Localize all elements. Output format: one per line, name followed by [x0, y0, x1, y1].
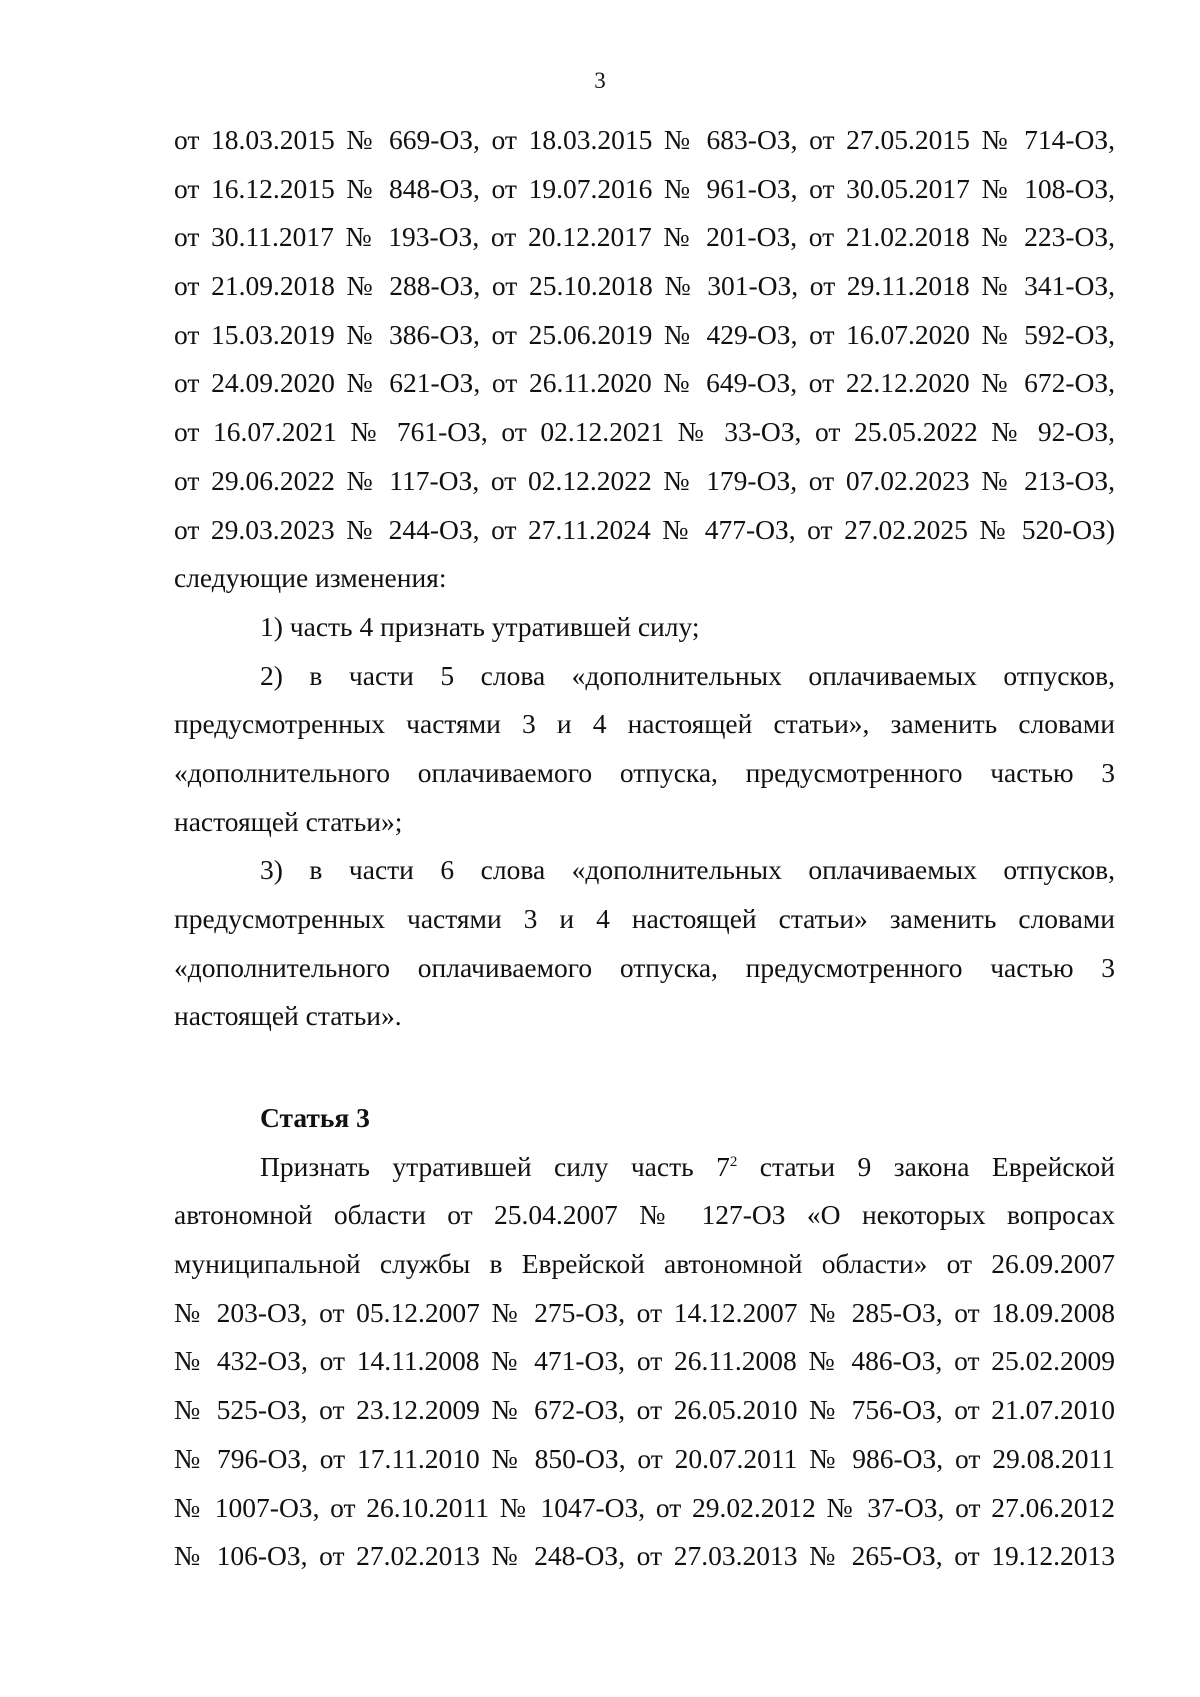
text-line: от 30.11.2017 № 193-ОЗ, от 20.12.2017 № 201-ОЗ, от 21.02.2018 № 223-ОЗ, [174, 221, 1115, 253]
list-item-2-line: предусмотренных частями 3 и 4 настоящей статьи», заменить словами [174, 708, 1115, 740]
article-3-first-line [174, 1143, 1115, 1192]
text-line: № 796-ОЗ, от 17.11.2010 № 850-ОЗ, от 20.07.2011 № 986-ОЗ, от 29.08.2011 [174, 1442, 1115, 1474]
list-item-3-line: предусмотренных частями 3 и 4 настоящей статьи» заменить словами [174, 903, 1115, 934]
text-line: от 15.03.2019 № 386-ОЗ, от 25.06.2019 № 429-ОЗ, от 16.07.2020 № 592-ОЗ, [174, 318, 1115, 350]
list-item-2-line: настоящей статьи»; [174, 805, 403, 837]
text-line: муниципальной службы в Еврейской автономной области» от 26.09.2007 [174, 1248, 1115, 1280]
text-line: от 21.09.2018 № 288-ОЗ, от 25.10.2018 № 301-ОЗ, от 29.11.2018 № 341-ОЗ, [174, 270, 1115, 302]
list-item-2-line: «дополнительного оплачиваемого отпуска, предусмотренного частью 3 [174, 756, 1115, 788]
list-item-2-line: 2) в части 5 слова «дополнительных оплачиваемых отпусков, [260, 659, 1115, 691]
text-line: следующие изменения: [174, 562, 447, 594]
text-line: от 16.12.2015 № 848-ОЗ, от 19.07.2016 № 961-ОЗ, от 30.05.2017 № 108-ОЗ, [174, 172, 1115, 204]
text-line: от 24.09.2020 № 621-ОЗ, от 26.11.2020 № 649-ОЗ, от 22.12.2020 № 672-ОЗ, [174, 367, 1115, 399]
amendments-list-paragraph [174, 116, 1115, 1041]
article-3-section [174, 1094, 1115, 1581]
list-item-1: 1) часть 4 признать утратившей силу; [260, 610, 700, 642]
text-fragment: Признать утратившей силу часть 7 [260, 1150, 730, 1182]
text-line: № 106-ОЗ, от 27.02.2013 № 248-ОЗ, от 27.03.2013 № 265-ОЗ, от 19.12.2013 [174, 1540, 1115, 1572]
text-line: от 29.06.2022 № 117-ОЗ, от 02.12.2022 № 179-ОЗ, от 07.02.2023 № 213-ОЗ, [174, 464, 1115, 496]
text-line: автономной области от 25.04.2007 № 127-ОЗ «О некоторых вопросах [174, 1199, 1115, 1231]
text-line: № 203-ОЗ, от 05.12.2007 № 275-ОЗ, от 14.12.2007 № 285-ОЗ, от 18.09.2008 [174, 1296, 1115, 1328]
article-heading: Статья 3 [260, 1102, 370, 1133]
text-line: № 525-ОЗ, от 23.12.2009 № 672-ОЗ, от 26.05.2010 № 756-ОЗ, от 21.07.2010 [174, 1394, 1115, 1426]
superscript: 2 [729, 1153, 738, 1170]
text-line: № 1007-ОЗ, от 26.10.2011 № 1047-ОЗ, от 29.02.2012 № 37-ОЗ, от 27.06.2012 [174, 1491, 1115, 1523]
page-number: 3 [594, 68, 606, 93]
list-item-3-line: «дополнительного оплачиваемого отпуска, предусмотренного частью 3 [174, 951, 1115, 983]
text-line: от 18.03.2015 № 669-ОЗ, от 18.03.2015 № 683-ОЗ, от 27.05.2015 № 714-ОЗ, [174, 124, 1115, 155]
list-item-3-line: 3) в части 6 слова «дополнительных оплачиваемых отпусков, [260, 854, 1115, 886]
text-fragment: статьи 9 закона Еврейской [737, 1150, 1115, 1182]
text-line: № 432-ОЗ, от 14.11.2008 № 471-ОЗ, от 26.11.2008 № 486-ОЗ, от 25.02.2009 [174, 1345, 1115, 1377]
text-line: от 16.07.2021 № 761-ОЗ, от 02.12.2021 № 33-ОЗ, от 25.05.2022 № 92-ОЗ, [174, 416, 1115, 448]
list-item-3-line: настоящей статьи». [174, 1000, 402, 1032]
text-line: от 29.03.2023 № 244-ОЗ, от 27.11.2024 № 477-ОЗ, от 27.02.2025 № 520-ОЗ) [174, 513, 1115, 545]
